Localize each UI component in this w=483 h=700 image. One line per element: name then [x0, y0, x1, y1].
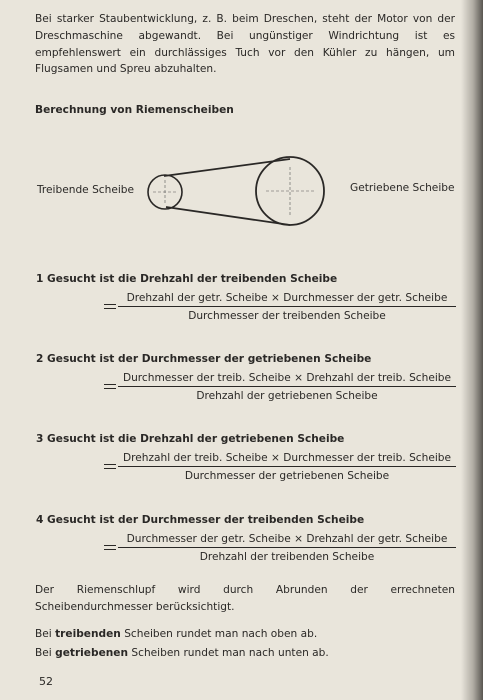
- equals-sign: [104, 545, 116, 550]
- formula-4-numerator: Durchmesser der getr. Scheibe × Drehzahl der getr. Scheibe: [126, 533, 448, 545]
- rule-driven-post: Scheiben rundet man nach unten ab.: [128, 647, 329, 659]
- formula-3: [104, 451, 456, 487]
- fraction-bar: [118, 386, 456, 387]
- formula-4-denominator: Drehzahl der treibenden Scheibe: [199, 551, 375, 563]
- formula-2-title: 2 Gesucht ist der Durchmesser der getriebenen Scheibe: [36, 353, 372, 365]
- formula-1: [104, 291, 456, 327]
- formula-2-numerator: Durchmesser der treib. Scheibe × Drehzahl der treib. Scheibe: [122, 372, 452, 384]
- formula-3-numerator: Drehzahl der treib. Scheibe × Durchmesser der treib. Scheibe: [122, 452, 452, 464]
- rule-driving: [35, 627, 317, 641]
- book-spine-shadow: [461, 0, 483, 700]
- rule-driving-pre: Bei: [35, 628, 56, 640]
- equals-sign: [104, 464, 116, 469]
- driven-pulley-label: Getriebene Scheibe: [350, 182, 455, 194]
- belt-upper-strand: [164, 159, 290, 176]
- fraction-bar: [118, 306, 456, 307]
- formula-2: [104, 371, 456, 407]
- formula-1-denominator: Durchmesser der treibenden Scheibe: [188, 310, 386, 322]
- page-number: 52: [39, 675, 53, 688]
- fraction-bar: [118, 547, 456, 548]
- equals-sign: [104, 384, 116, 389]
- rule-driving-bold: treibenden: [55, 628, 121, 640]
- rule-driven-bold: getriebenen: [55, 647, 129, 659]
- rule-driven-pre: Bei: [35, 647, 56, 659]
- rule-driving-post: Scheiben rundet man nach oben ab.: [120, 628, 318, 640]
- driving-pulley-label: Treibende Scheibe: [37, 184, 135, 196]
- formula-4: [104, 532, 456, 568]
- rule-driven: [35, 646, 329, 660]
- formula-1-title: 1 Gesucht ist die Drehzahl der treibenden Scheibe: [36, 273, 338, 285]
- belt-slip-note: Der Riemenschlupf wird durch Abrunden der errechneten Scheibendurchmesser berücksichtigt.: [35, 584, 455, 613]
- section-heading: Berechnung von Riemenscheiben: [35, 104, 234, 116]
- intro-paragraph: Bei starker Staubentwicklung, z. B. beim Dreschen, steht der Motor von der Dreschmaschine abgewandt. Bei ungünstiger Windrichtung ist es empfehlenswert ein durchlässiges Tuch vor den Kühler zu hängen, um Flugsamen und Spreu abzuhalten.: [35, 13, 455, 76]
- formula-1-numerator: Drehzahl der getr. Scheibe × Durchmesser der getr. Scheibe: [126, 292, 448, 304]
- fraction-bar: [118, 466, 456, 467]
- formula-4-title: 4 Gesucht ist der Durchmesser der treibenden Scheibe: [36, 514, 365, 526]
- belt-lower-strand: [166, 207, 290, 225]
- formula-3-denominator: Durchmesser der getriebenen Scheibe: [184, 470, 390, 482]
- formula-3-title: 3 Gesucht ist die Drehzahl der getriebenen Scheibe: [36, 433, 345, 445]
- equals-sign: [104, 304, 116, 309]
- formula-2-denominator: Drehzahl der getriebenen Scheibe: [196, 390, 378, 402]
